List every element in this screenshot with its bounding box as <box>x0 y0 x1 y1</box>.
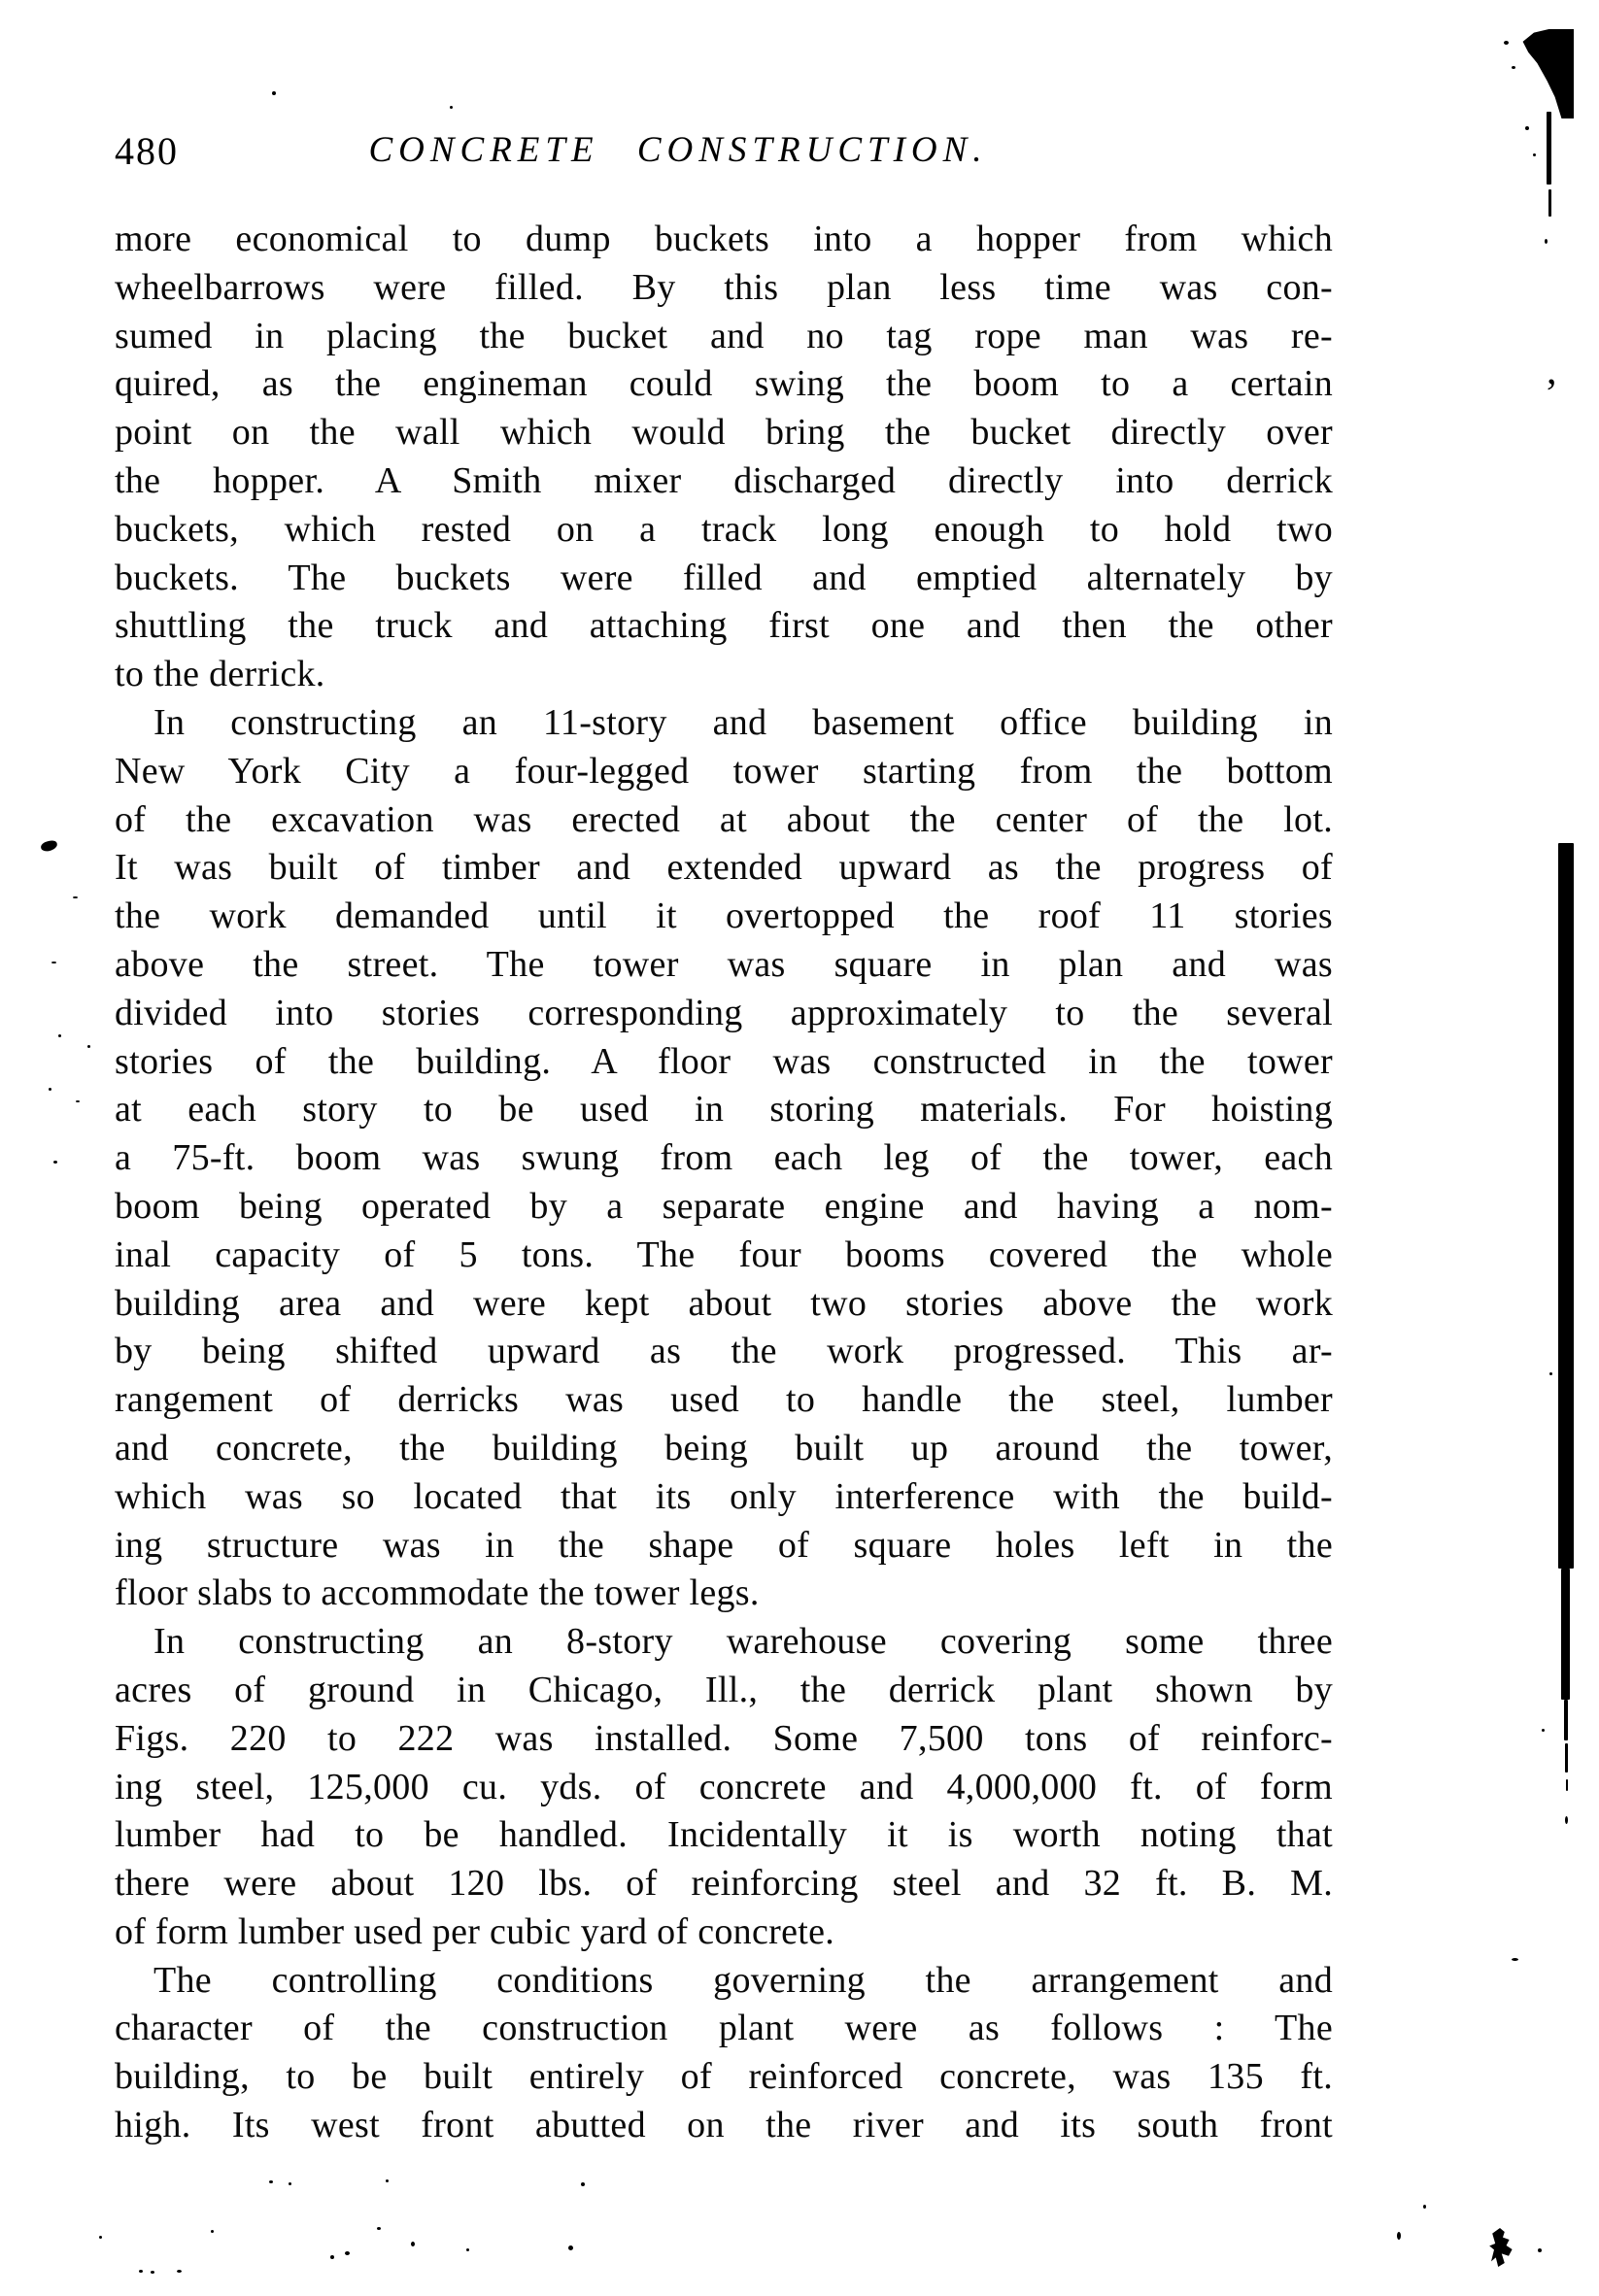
text-line: acres of ground in Chicago, Ill., the derrick plant shown by <box>115 1669 1333 1710</box>
scan-mark-dot <box>1549 1372 1552 1375</box>
scan-mark-dot <box>568 2245 573 2250</box>
scan-mark-bar <box>1561 1569 1570 1700</box>
text-line: It was built of timber and extended upward as the progress of <box>115 847 1333 889</box>
text-line: building, to be built entirely of reinforced concrete, was 135 ft. <box>115 2056 1333 2098</box>
text-line: In constructing an 11-story and basement office building in <box>153 701 1333 743</box>
scan-mark-dot <box>1525 126 1529 130</box>
text-line: the work demanded until it overtopped the roof 11 stories <box>115 895 1333 937</box>
scan-mark-bar <box>1566 1779 1568 1791</box>
scan-mark-dot <box>345 2251 350 2255</box>
scan-mark-dot <box>450 106 453 109</box>
scan-mark-dot <box>51 962 56 963</box>
text-line: by being shifted upward as the work progressed. This ar- <box>115 1331 1333 1372</box>
scan-mark-dot <box>1397 2232 1401 2240</box>
text-line: sumed in placing the bucket and no tag rope man was re- <box>115 315 1333 356</box>
text-line: floor slabs to accommodate the tower legs. <box>115 1572 760 1614</box>
text-line: lumber had to be handled. Incidentally it is worth noting that <box>115 1814 1333 1856</box>
text-line: stories of the building. A floor was constructed in the tower <box>115 1040 1333 1082</box>
scan-mark-dot <box>87 1045 90 1048</box>
text-line: building area and were kept about two stories above the work <box>115 1282 1333 1324</box>
scan-mark-bar <box>1547 112 1551 185</box>
text-line: quired, as the engineman could swing the boom to a certain <box>115 363 1333 405</box>
text-line: a 75-ft. boom was swung from each leg of the tower, each <box>115 1137 1333 1179</box>
text-line: The controlling conditions governing the arrangement and <box>153 1959 1333 2001</box>
scan-mark-dot <box>53 1161 57 1164</box>
text-line: character of the construction plant were as follows : The <box>115 2008 1333 2049</box>
text-line: and concrete, the building being built up around the tower, <box>115 1427 1333 1469</box>
text-line: there were about 120 lbs. of reinforcing steel and 32 ft. B. M. <box>115 1863 1333 1905</box>
text-line: the hopper. A Smith mixer discharged directly into derrick <box>115 459 1333 501</box>
scan-mark-bar <box>1564 1700 1568 1740</box>
scan-mark-bar <box>1558 843 1574 1569</box>
running-title: CONCRETE CONSTRUCTION. <box>368 130 988 170</box>
text-line: Figs. 220 to 222 was installed. Some 7,500 tons of reinforc- <box>115 1717 1333 1759</box>
scan-mark-dot <box>386 2179 389 2182</box>
text-line: wheelbarrows were filled. By this plan less time was con- <box>115 266 1333 308</box>
scan-mark-dot <box>269 2180 273 2183</box>
scan-mark-dot <box>99 2236 102 2239</box>
scan-mark-dot <box>1538 2248 1542 2252</box>
text-line: which was so located that its only interference with the build- <box>115 1475 1333 1517</box>
scan-mark-dot <box>1542 1729 1545 1732</box>
text-line: at each story to be used in storing materials. For hoisting <box>115 1089 1333 1131</box>
text-line: of form lumber used per cubic yard of concrete. <box>115 1910 835 1952</box>
scan-mark-dot <box>49 1088 51 1091</box>
scan-mark-splat <box>1488 2228 1517 2267</box>
paragraph <box>115 216 1333 699</box>
scan-mark-dot <box>1423 2205 1426 2209</box>
scan-mark-dot <box>1545 239 1548 244</box>
scan-mark-dot <box>1512 66 1515 69</box>
text-line: ing structure was in the shape of square holes left in the <box>115 1524 1333 1566</box>
scan-mark-dot <box>411 2242 415 2246</box>
text-line: point on the wall which would bring the bucket directly over <box>115 412 1333 454</box>
scan-mark-dot <box>289 2182 291 2185</box>
scan-mark-bar <box>1548 189 1551 217</box>
scan-mark-dot <box>76 1100 80 1102</box>
scan-mark-dot <box>58 1034 61 1037</box>
scan-mark-dot <box>1504 41 1509 45</box>
text-line: above the street. The tower was square in plan and was <box>115 943 1333 985</box>
scan-mark-corner <box>1518 29 1574 118</box>
paragraph <box>115 1957 1333 2150</box>
paragraph <box>115 699 1333 1618</box>
scan-mark-dot <box>330 2255 334 2259</box>
scan-mark-blob <box>40 839 58 852</box>
scan-mark-dot <box>211 2230 214 2233</box>
scan-mark-bar <box>1565 1743 1568 1773</box>
scan-mark-dot <box>377 2227 381 2230</box>
text-line: high. Its west front abutted on the river and its south front <box>115 2105 1333 2146</box>
text-line: divided into stories corresponding approximately to the several <box>115 992 1333 1033</box>
text-line: boom being operated by a separate engine and having a nom- <box>115 1185 1333 1227</box>
text-line: of the excavation was erected at about the center of the lot. <box>115 798 1333 840</box>
scan-mark-dot <box>1512 1958 1518 1961</box>
text-block <box>115 216 1333 2150</box>
page-header <box>115 128 1333 175</box>
scan-mark-dot <box>151 2271 154 2274</box>
scan-mark-dot <box>1565 1816 1568 1824</box>
text-line: shuttling the truck and attaching first one and then the other <box>115 605 1333 647</box>
page-number: 480 <box>115 129 179 173</box>
text-line: buckets. The buckets were filled and emptied alternately by <box>115 557 1333 598</box>
scan-mark-dot <box>581 2182 585 2186</box>
scan-mark-dot <box>73 896 78 898</box>
text-line: rangement of derricks was used to handle the steel, lumber <box>115 1379 1333 1421</box>
scan-mark-dot <box>466 2248 469 2251</box>
scan-mark-dot <box>272 91 276 95</box>
text-line: In constructing an 8-story warehouse covering some three <box>153 1621 1333 1663</box>
paragraph <box>115 1618 1333 1957</box>
scan-mark-dot <box>1533 153 1536 156</box>
text-line: buckets, which rested on a track long enough to hold two <box>115 508 1333 550</box>
scan-mark-glyph: , <box>1547 349 1557 393</box>
text-line: inal capacity of 5 tons. The four booms covered the whole <box>115 1233 1333 1275</box>
text-line: ing steel, 125,000 cu. yds. of concrete and 4,000,000 ft. of form <box>115 1766 1333 1807</box>
scan-mark-dot <box>139 2270 143 2273</box>
scan-mark-dot <box>177 2270 182 2273</box>
text-line: more economical to dump buckets into a hopper from which <box>115 219 1333 259</box>
text-line: New York City a four-legged tower starting from the bottom <box>115 750 1333 792</box>
text-line: to the derrick. <box>115 654 325 695</box>
